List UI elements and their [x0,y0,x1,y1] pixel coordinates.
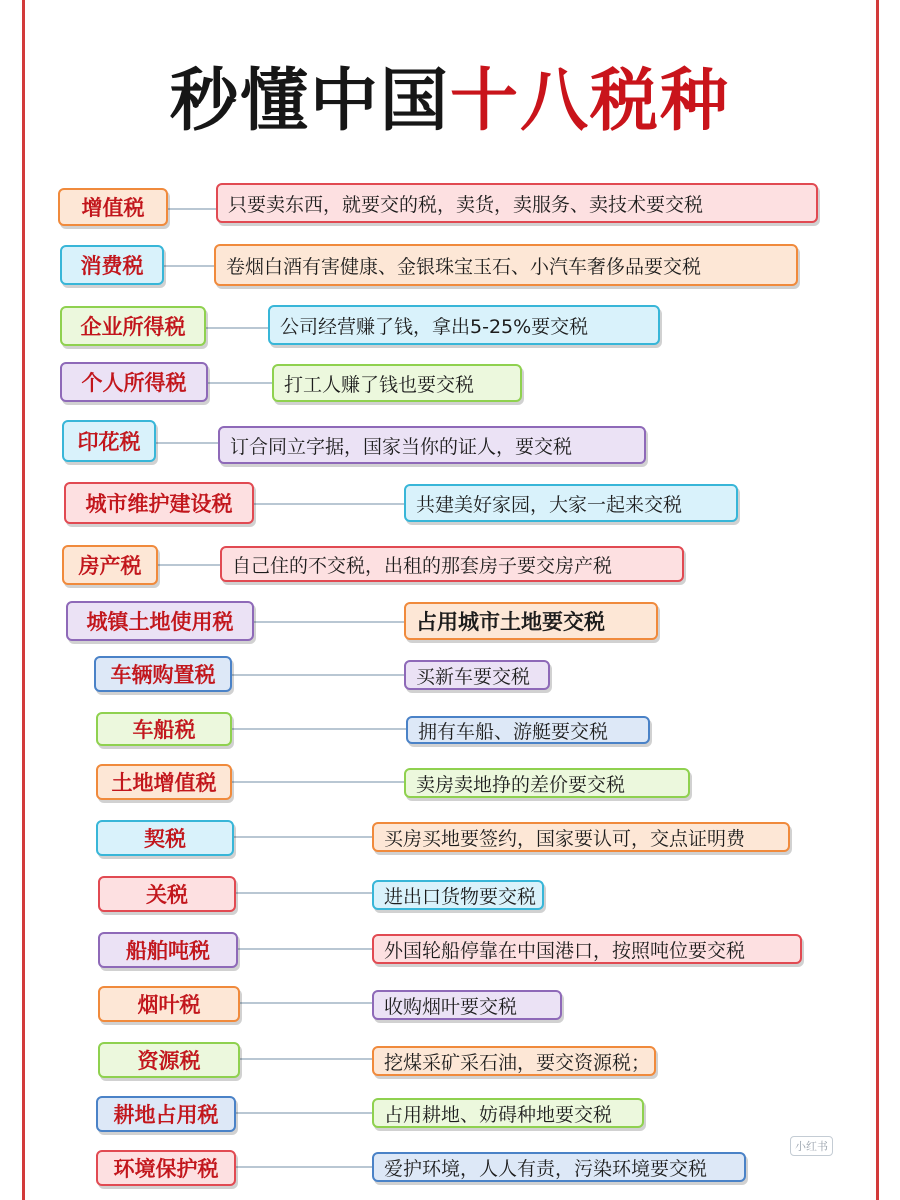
tax-desc-yinhuashui: 订合同立字据，国家当你的证人，要交税 [218,426,646,464]
connector-line [232,674,404,676]
tax-name-chengshiweihujiansheshui: 城市维护建设税 [64,482,254,524]
connector-line [158,564,220,566]
tax-desc-guanshui: 进出口货物要交税 [372,880,544,910]
connector-line [240,1002,372,1004]
connector-line [236,1166,372,1168]
tax-desc-chechuanshui: 拥有车船、游艇要交税 [406,716,650,744]
connector-line [164,265,214,267]
connector-line [232,781,404,783]
page-title [0,62,900,142]
tax-desc-yanyeshui: 收购烟叶要交税 [372,990,562,1020]
connector-line [208,382,272,384]
connector-line [254,621,404,623]
tax-desc-huanjingbaohushui: 爱护环境，人人有责，污染环境要交税 [372,1152,746,1182]
tax-desc-ziyuanshui: 挖煤采矿采石油，要交资源税； [372,1046,656,1076]
tax-desc-gerensuodeshui: 打工人赚了钱也要交税 [272,364,522,402]
tax-name-xiaofeishui: 消费税 [60,245,164,285]
connector-line [236,892,372,894]
tax-desc-chuanbodunshui: 外国轮船停靠在中国港口，按照吨位要交税 [372,934,802,964]
connector-line [232,728,406,730]
tax-name-fangchanshui: 房产税 [62,545,158,585]
tax-name-yanyeshui: 烟叶税 [98,986,240,1022]
connector-line [236,1112,372,1114]
tax-name-ziyuanshui: 资源税 [98,1042,240,1078]
tax-desc-chengzhentudishiyongshui: 占用城市土地要交税 [404,602,658,640]
tax-desc-xiaofeishui: 卷烟白酒有害健康、金银珠宝玉石、小汽车奢侈品要交税 [214,244,798,286]
tax-desc-gengdizhanyongshui: 占用耕地、妨碍种地要交税 [372,1098,644,1128]
tax-name-tudizengzhishui: 土地增值税 [96,764,232,800]
connector-line [240,1058,372,1060]
tax-desc-cheliang-gouzhishui: 买新车要交税 [404,660,550,690]
connector-line [238,948,372,950]
connector-line [234,836,372,838]
tax-desc-qiyesuodeshui: 公司经营赚了钱，拿出5-25%要交税 [268,305,660,345]
connector-line [254,503,404,505]
tax-name-chengzhentudishiyongshui: 城镇土地使用税 [66,601,254,641]
tax-name-guanshui: 关税 [98,876,236,912]
tax-desc-tudizengzhishui: 卖房卖地挣的差价要交税 [404,768,690,798]
tax-name-chechuanshui: 车船税 [96,712,232,746]
title-part-black: 秒懂中国 [169,62,450,141]
connector-line [156,442,218,444]
tax-name-chelianggouzhishui: 车辆购置税 [94,656,232,692]
tax-name-chuanbodunshui: 船舶吨税 [98,932,238,968]
tax-name-qishui: 契税 [96,820,234,856]
title-part-red: 十八税种 [450,62,731,141]
tax-name-gengdizhanyongshui: 耕地占用税 [96,1096,236,1132]
watermark-logo: 小红书 [790,1136,833,1156]
page-frame-left [22,0,25,1200]
tax-name-zengzhishui: 增值税 [58,188,168,226]
tax-name-qiyesuodeshui: 企业所得税 [60,306,206,346]
tax-desc-fangchanshui: 自己住的不交税，出租的那套房子要交房产税 [220,546,684,582]
page-frame-right [876,0,879,1200]
tax-desc-qishui: 买房买地要签约，国家要认可，交点证明费 [372,822,790,852]
connector-line [168,208,216,210]
tax-name-huanjingbaohushui: 环境保护税 [96,1150,236,1186]
tax-desc-chengshiweihujiansheshui: 共建美好家园，大家一起来交税 [404,484,738,522]
tax-desc-zengzhishui: 只要卖东西，就要交的税，卖货，卖服务、卖技术要交税 [216,183,818,223]
tax-name-yinhuashui: 印花税 [62,420,156,462]
connector-line [206,327,268,329]
tax-name-gerensuodeshui: 个人所得税 [60,362,208,402]
